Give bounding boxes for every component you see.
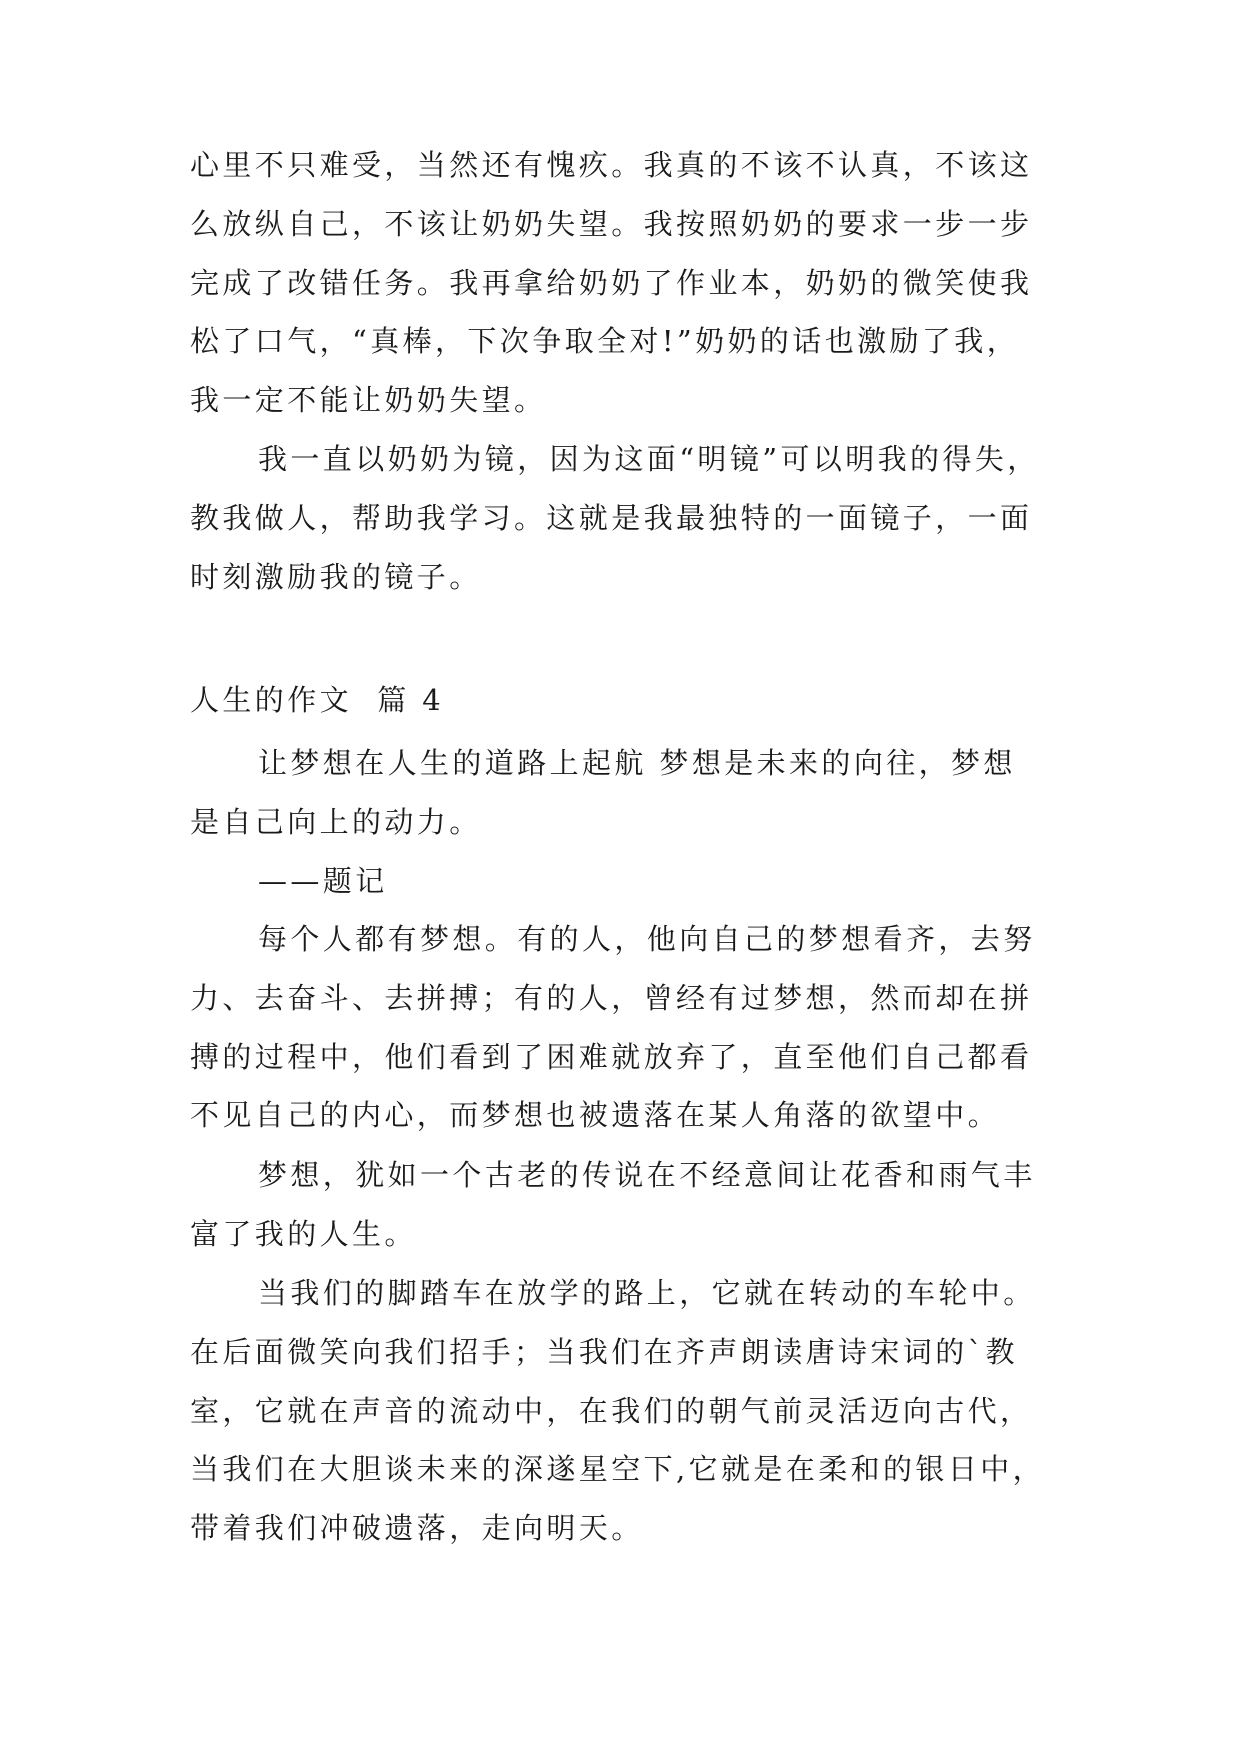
text-line: 让梦想在人生的道路上起航 梦想是未来的向往，梦想 <box>258 746 1016 780</box>
text-line: 每个人都有梦想。有的人，他向自己的梦想看齐，去努 <box>258 922 1036 956</box>
text-line: 当我们的脚踏车在放学的路上，它就在转动的车轮中。 <box>258 1276 1036 1310</box>
text-line: 梦想，犹如一个古老的传说在不经意间让花香和雨气丰 <box>258 1158 1036 1192</box>
text-line: 教我做人，帮助我学习。这就是我最独特的一面镜子，一面 <box>190 500 1033 535</box>
text-line: 搏的过程中，他们看到了困难就放弃了，直至他们自己都看 <box>190 1039 1033 1074</box>
section4-paragraph-1 <box>190 910 1060 1145</box>
text-line: 是自己向上的动力。 <box>190 804 482 839</box>
text-line: 带着我们冲破遗落，走向明天。 <box>190 1511 644 1546</box>
text-line: 我一直以奶奶为镜，因为这面“明镜”可以明我的得失， <box>258 442 1040 476</box>
text-line: 富了我的人生。 <box>190 1216 417 1251</box>
section-heading: 人生的作文 篇 4 <box>190 683 445 717</box>
text-line: 么放纵自己，不该让奶奶失望。我按照奶奶的要求一步一步 <box>190 206 1033 241</box>
text-line: 心里不只难受，当然还有愧疚。我真的不该不认真，不该这 <box>190 148 1033 182</box>
text-line: 在后面微笑向我们招手；当我们在齐声朗读唐诗宋词的`教 <box>190 1334 1018 1369</box>
epigraph <box>190 734 1060 910</box>
text-line: 松了口气，“真棒，下次争取全对!”奶奶的话也激励了我， <box>190 324 1020 359</box>
text-line: 室，它就在声音的流动中，在我们的朝气前灵活迈向古代， <box>190 1393 1033 1428</box>
text-line: 时刻激励我的镜子。 <box>190 559 482 594</box>
prev-paragraph-1 <box>190 136 1060 430</box>
epigraph-attribution: ——题记 <box>258 863 388 898</box>
text-line: 当我们在大胆谈未来的深遂星空下,它就是在柔和的银日中， <box>190 1452 1046 1487</box>
section4-paragraph-3 <box>190 1264 1060 1558</box>
prev-paragraph-2 <box>190 430 1060 606</box>
text-line: 完成了改错任务。我再拿给奶奶了作业本，奶奶的微笑使我 <box>190 265 1033 300</box>
section4-paragraph-2 <box>190 1146 1060 1264</box>
text-line: 不见自己的内心，而梦想也被遗落在某人角落的欲望中。 <box>190 1098 1001 1133</box>
text-line: 我一定不能让奶奶失望。 <box>190 383 547 418</box>
text-line: 力、去奋斗、去拼搏；有的人，曾经有过梦想，然而却在拼 <box>190 980 1033 1015</box>
